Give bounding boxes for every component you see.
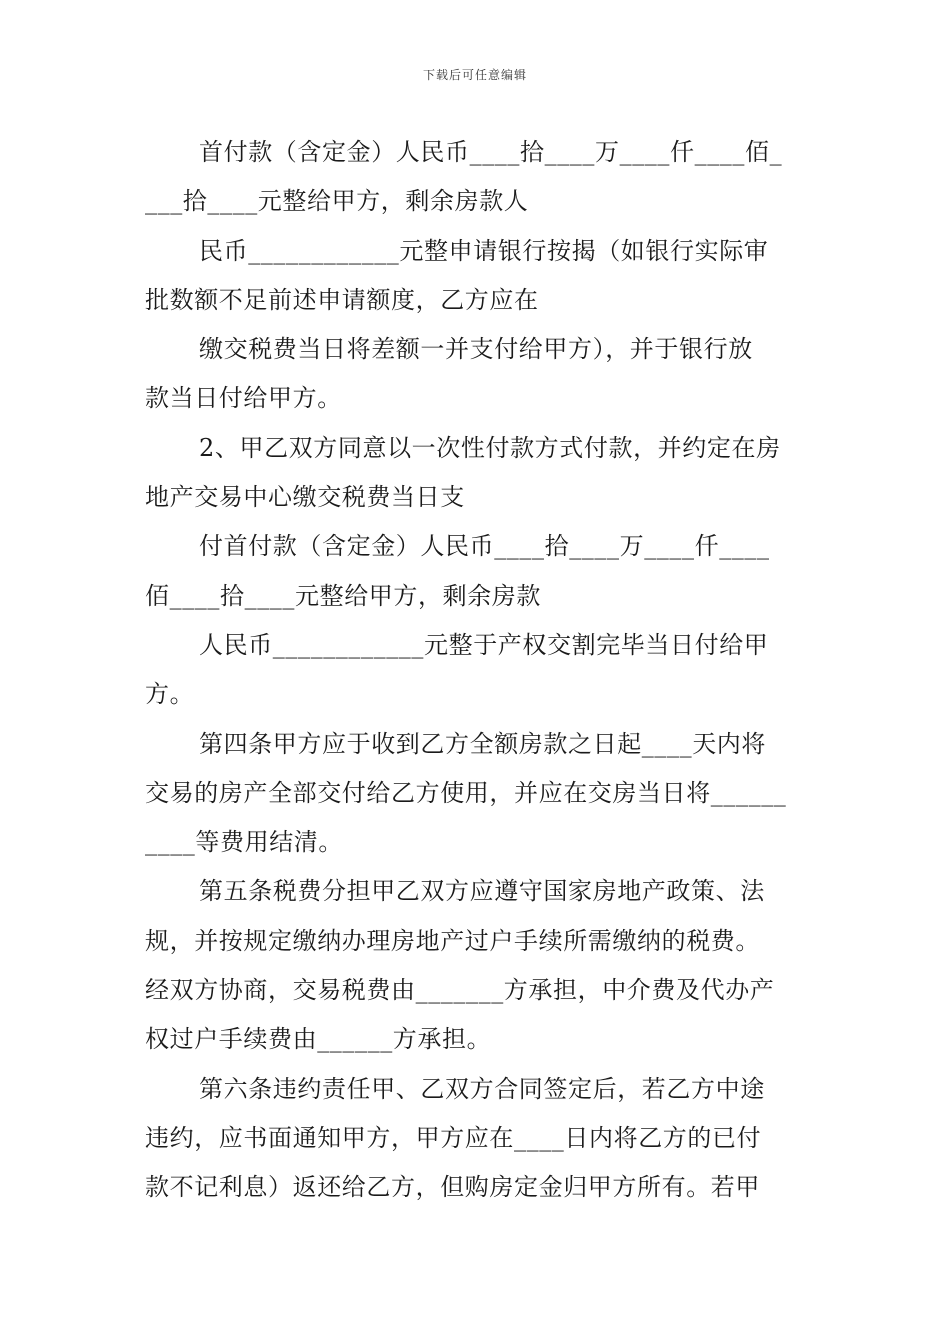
document-body [145,128,810,1213]
text-line: ____等费用结清。 [145,828,343,857]
text-line: 佰____拾____元整给甲方，剩余房款 [145,581,541,610]
text-line: 地产交易中心缴交税费当日支 [145,483,465,512]
text-line: 规，并按规定缴纳办理房地产过户手续所需缴纳的税费。 [145,926,760,955]
text-line: ___拾____元整给甲方，剩余房款人 [145,187,529,216]
text-line: 2、甲乙双方同意以一次性付款方式付款，并约定在房 [199,433,781,462]
text-line: 第五条税费分担甲乙双方应遵守国家房地产政策、法 [199,877,765,906]
text-line: 人民币____________元整于产权交割完毕当日付给甲 [199,630,769,659]
text-line: 经双方协商，交易税费由_______方承担，中介费及代办产 [145,976,775,1005]
text-line: 第四条甲方应于收到乙方全额房款之日起____天内将 [199,729,766,758]
text-line: 款当日付给甲方。 [145,384,342,413]
text-line: 缴交税费当日将差额一并支付给甲方），并于银行放 [199,335,753,364]
text-line: 民币____________元整申请银行按揭（如银行实际审 [199,236,769,265]
text-line: 第六条违约责任甲、乙双方合同签定后，若乙方中途 [199,1074,765,1103]
text-line: 权过户手续费由______方承担。 [145,1025,492,1054]
page-header: 下载后可任意编辑 [422,68,527,82]
text-line: 违约，应书面通知甲方，甲方应在____日内将乙方的已付 [145,1123,762,1152]
text-line: 批数额不足前述申请额度，乙方应在 [145,285,539,314]
text-line: 付首付款（含定金）人民币____拾____万____仟____ [199,532,770,561]
text-line: 交易的房产全部交付给乙方使用，并应在交房当日将______ [145,778,787,807]
text-line: 款不记利息）返还给乙方，但购房定金归甲方所有。若甲 [145,1173,760,1202]
text-line: 首付款（含定金）人民币____拾____万____仟____佰_ [199,138,783,166]
text-line: 方。 [145,680,195,709]
